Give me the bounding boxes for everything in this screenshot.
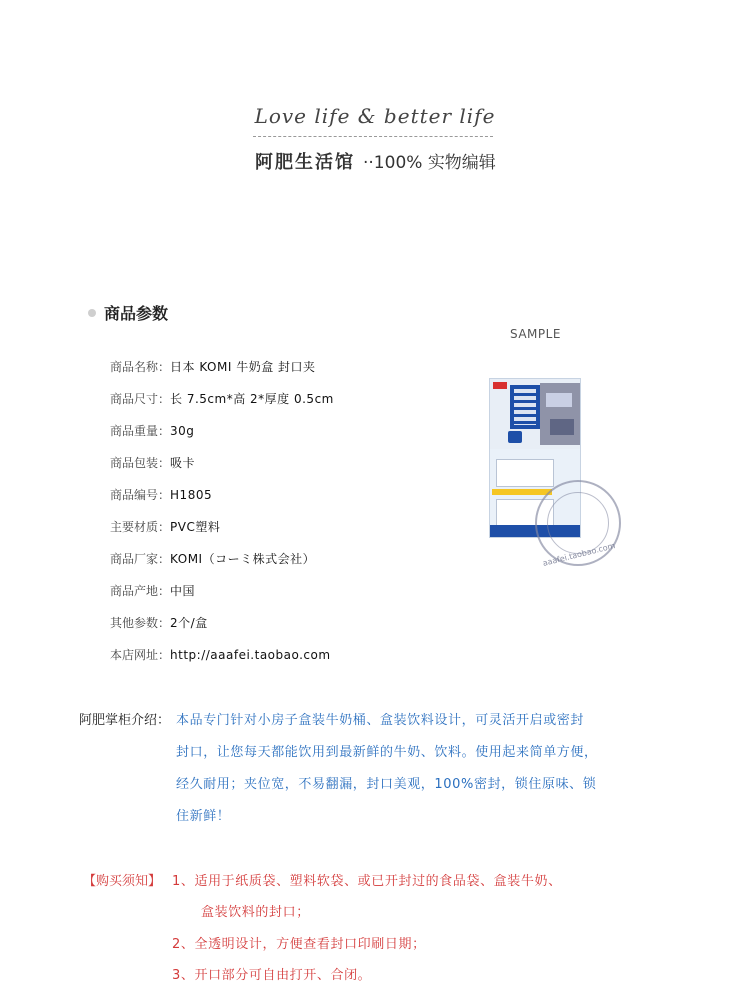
param-separator: ： bbox=[158, 552, 171, 566]
param-value: http://aaafei.taobao.com bbox=[170, 648, 331, 662]
param-row bbox=[110, 608, 334, 640]
param-label: 商品名称 bbox=[110, 360, 159, 374]
param-label: 商品尺寸 bbox=[110, 392, 159, 406]
param-row bbox=[110, 352, 334, 384]
usage-photo-detail bbox=[550, 419, 574, 435]
param-separator: ： bbox=[158, 392, 171, 406]
section-title-text: 商品参数 bbox=[104, 304, 169, 323]
param-label: 本店网址 bbox=[110, 648, 159, 662]
param-label: 商品重量 bbox=[110, 424, 159, 438]
param-label: 主要材质 bbox=[110, 520, 159, 534]
param-label: 商品编号 bbox=[110, 488, 159, 502]
product-params bbox=[110, 352, 334, 672]
param-value: 日本 KOMI 牛奶盒 封口夹 bbox=[170, 360, 316, 374]
intro-line: 经久耐用；夹位宽，不易翻漏，封口美观，100%密封，锁住原味、锁 bbox=[176, 777, 597, 792]
param-label: 商品包装 bbox=[110, 456, 159, 470]
intro-line: 本品专门针对小房子盒装牛奶桶、盒装饮料设计，可灵活开启或密封 bbox=[176, 713, 585, 728]
brand-tagline: Love life & better life bbox=[254, 104, 496, 128]
brand-logo bbox=[493, 382, 507, 389]
param-separator: ： bbox=[158, 456, 171, 470]
package-title-text bbox=[514, 389, 536, 425]
brand-subtitle bbox=[255, 148, 496, 174]
param-row bbox=[110, 416, 334, 448]
param-value: 吸卡 bbox=[170, 456, 196, 470]
param-value: 2个/盒 bbox=[170, 616, 208, 630]
param-row bbox=[110, 480, 334, 512]
notice-item: 盒装饮料的封口； bbox=[201, 905, 310, 920]
package-band bbox=[492, 489, 552, 495]
param-label: 商品厂家 bbox=[110, 552, 159, 566]
param-separator: ： bbox=[158, 488, 171, 502]
param-value: PVC塑料 bbox=[170, 520, 221, 534]
intro-line: 封口，让您每天都能饮用到最新鲜的牛奶、饮料。使用起来简单方便， bbox=[176, 745, 598, 760]
param-separator: ： bbox=[158, 520, 171, 534]
notice-label: 【购买须知】 bbox=[83, 874, 162, 889]
edit-note: ··100% 实物编辑 bbox=[363, 153, 496, 173]
param-value: KOMI（コーミ株式会社） bbox=[170, 552, 316, 566]
param-row bbox=[110, 576, 334, 608]
param-row bbox=[110, 512, 334, 544]
notice-item: 2、全透明设计，方便查看封口印刷日期； bbox=[172, 937, 426, 952]
intro-label: 阿肥掌柜介绍： bbox=[79, 713, 171, 728]
brand-divider bbox=[253, 136, 493, 137]
param-row bbox=[110, 544, 334, 576]
sample-label: SAMPLE bbox=[510, 327, 561, 341]
param-separator: ： bbox=[158, 360, 171, 374]
param-row bbox=[110, 448, 334, 480]
notice-item: 3、开口部分可自由打开、合闭。 bbox=[172, 968, 372, 983]
bullet-dot-icon bbox=[88, 309, 96, 317]
param-value: 长 7.5cm*高 2*厚度 0.5cm bbox=[170, 392, 334, 406]
param-value: 中国 bbox=[170, 584, 196, 598]
param-row bbox=[110, 640, 334, 672]
intro-line: 住新鲜！ bbox=[176, 809, 231, 824]
param-separator: ： bbox=[158, 616, 171, 630]
param-row bbox=[110, 384, 334, 416]
param-separator: ： bbox=[158, 648, 171, 662]
shop-name: 阿肥生活馆 bbox=[255, 152, 355, 173]
param-separator: ： bbox=[158, 584, 171, 598]
section-title bbox=[88, 301, 168, 324]
usage-photo-detail bbox=[546, 393, 572, 407]
param-value: H1805 bbox=[170, 488, 213, 502]
watermark-stamp-text: aaafei.taobao.com bbox=[541, 541, 617, 568]
notice-item: 1、适用于纸质袋、塑料软袋、或已开封过的食品袋、盒装牛奶、 bbox=[172, 874, 562, 889]
param-label: 其他参数 bbox=[110, 616, 159, 630]
param-label: 商品产地 bbox=[110, 584, 159, 598]
count-badge bbox=[508, 431, 522, 443]
param-value: 30g bbox=[170, 424, 195, 438]
clip-item bbox=[496, 459, 554, 487]
param-separator: ： bbox=[158, 424, 171, 438]
